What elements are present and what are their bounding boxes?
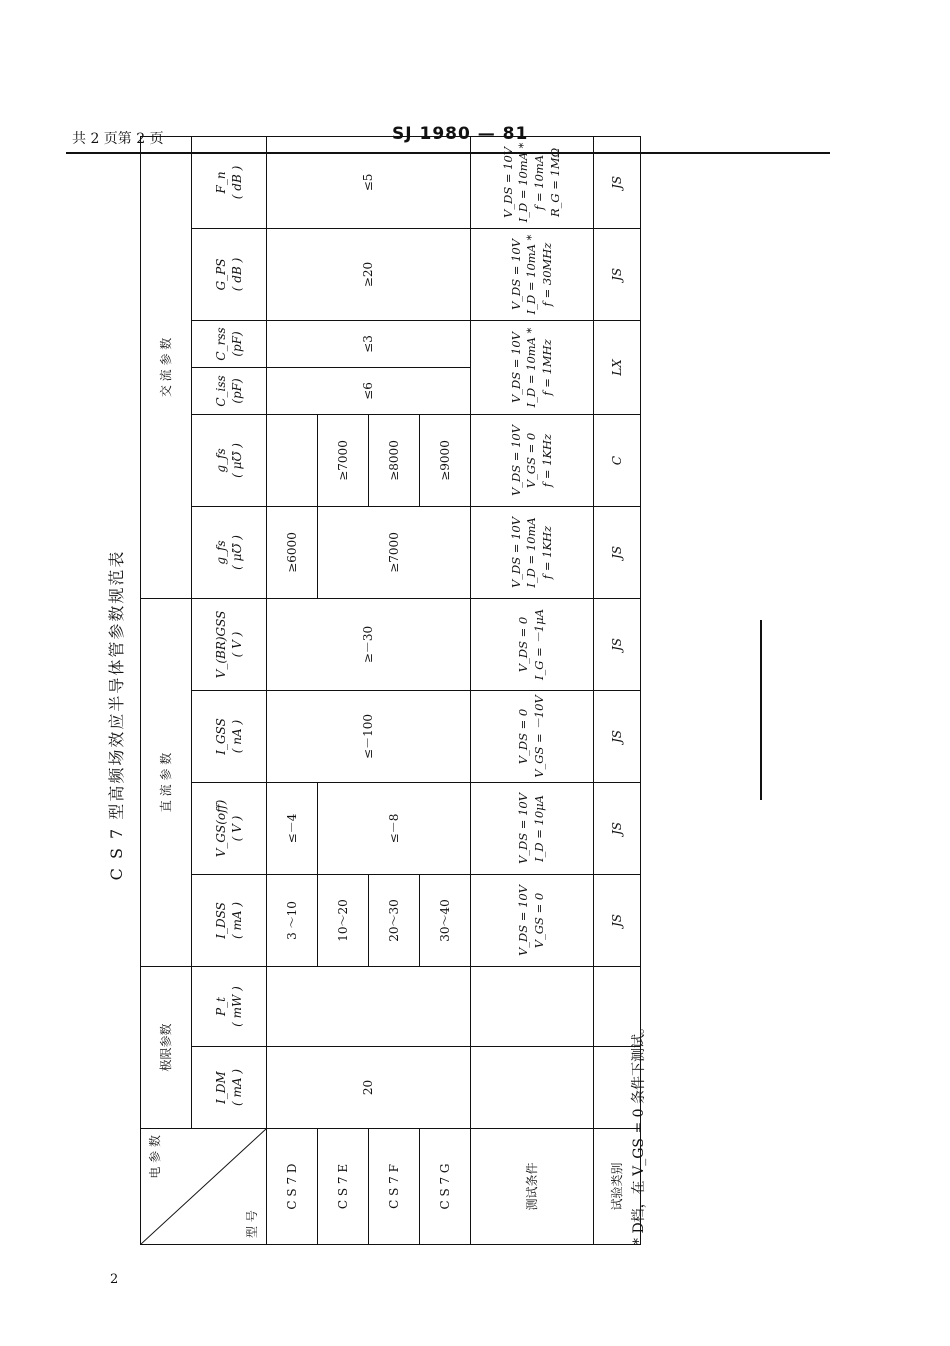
col-gfs-1: g_fs ( μ℧ ) xyxy=(192,506,267,598)
gfs2-value-e: ≥7000 xyxy=(318,414,369,506)
cond-gfs1: V_DS = 10V I_D = 10mA f = 1KHz xyxy=(471,506,594,598)
cond-vgsoff: V_DS = 10V I_D = 10μA xyxy=(471,782,594,874)
col-vbrgss: V_(BR)GSS ( V ) xyxy=(192,598,267,690)
group-dc-params: 直 流 参 数 xyxy=(141,598,192,966)
gfs2-value-d xyxy=(267,414,318,506)
cat-gps: JS xyxy=(594,228,641,320)
col-igss: I_GSS ( nA ) xyxy=(192,690,267,782)
cat-fn: JS xyxy=(594,136,641,228)
idss-value: 30～40 xyxy=(420,874,471,966)
col-crss: C_rss (pF) xyxy=(192,320,267,367)
idss-value: 10～20 xyxy=(318,874,369,966)
col-idm: I_DM ( mA ) xyxy=(192,1047,267,1129)
page-number: 2 xyxy=(110,1272,119,1287)
crss-value: ≤3 xyxy=(267,320,471,367)
gfs1-value-efg: ≥7000 xyxy=(318,506,471,598)
gfs2-value-g: ≥9000 xyxy=(420,414,471,506)
cond-vbrgss: V_DS = 0 I_G = －1μA xyxy=(471,598,594,690)
igss-value: ≤－100 xyxy=(267,690,471,782)
model-cell: C S 7 F xyxy=(369,1129,420,1245)
corner-cell xyxy=(141,1129,267,1245)
cond-capacitance: V_DS = 10V I_D = 10mA * f = 1MHz xyxy=(471,320,594,414)
cat-vgsoff: JS xyxy=(594,782,641,874)
table-row xyxy=(267,136,318,1244)
conditions-row xyxy=(471,136,594,1244)
cond-idss: V_DS = 10V V_GS = 0 xyxy=(471,874,594,966)
cond-gps: V_DS = 10V I_D = 10mA * f = 30MHz xyxy=(471,228,594,320)
vgsoff-value-d: ≤－4 xyxy=(267,782,318,874)
col-gfs-2: g_fs ( μ℧ ) xyxy=(192,414,267,506)
cat-idss: JS xyxy=(594,874,641,966)
col-pt: P_t ( mW ) xyxy=(192,966,267,1046)
document-code: SJ 1980 — 81 xyxy=(392,124,529,144)
model-cell: C S 7 E xyxy=(318,1129,369,1245)
group-limit-params: 极限参数 xyxy=(141,966,192,1128)
cat-capacitance: LX xyxy=(594,320,641,414)
corner-params-label: 电 参 数 xyxy=(148,1135,162,1179)
cond-fn: V_DS = 10V I_D = 10mA * f = 10mA R_G = 1MΩ xyxy=(471,136,594,228)
cond-pt xyxy=(471,966,594,1046)
cond-gfs2: V_DS = 10V V_GS = 0 f = 1KHz xyxy=(471,414,594,506)
cat-gfs2: C xyxy=(594,414,641,506)
ciss-value: ≤6 xyxy=(267,367,471,414)
col-idss: I_DSS ( mA ) xyxy=(192,874,267,966)
idss-value: 20～30 xyxy=(369,874,420,966)
footnote: * D档，在 V_GS = 0 条件下测试。 xyxy=(631,1020,647,1245)
cat-igss: JS xyxy=(594,690,641,782)
idm-value: 20 xyxy=(267,1047,471,1129)
gps-value: ≥20 xyxy=(267,228,471,320)
col-ciss: C_iss (pF) xyxy=(192,367,267,414)
spec-table xyxy=(140,136,641,1245)
cat-gfs1: JS xyxy=(594,506,641,598)
gfs2-value-f: ≥8000 xyxy=(369,414,420,506)
fn-value: ≤5 xyxy=(267,136,471,228)
cat-vbrgss: JS xyxy=(594,598,641,690)
pt-value xyxy=(267,966,471,1046)
rotated-table-block xyxy=(107,142,647,1245)
table-title: C S 7 型高频场效应半导体管参数规范表 xyxy=(107,549,126,881)
model-cell: C S 7 G xyxy=(420,1129,471,1245)
corner-model-label: 型 号 xyxy=(244,1210,259,1238)
group-ac-params: 交 流 参 数 xyxy=(141,136,192,598)
cond-igss: V_DS = 0 V_GS = －10V xyxy=(471,690,594,782)
col-gps: G_PS ( dB ) xyxy=(192,228,267,320)
vgsoff-value-efg: ≤－8 xyxy=(318,782,471,874)
col-vgsoff: V_GS(off) ( V ) xyxy=(192,782,267,874)
idss-value: 3 ～10 xyxy=(267,874,318,966)
page-header-left: 共 2 页第 2 页 xyxy=(72,131,164,147)
vbrgss-value: ≥－30 xyxy=(267,598,471,690)
conditions-label: 测试条件 xyxy=(471,1129,594,1245)
model-cell: C S 7 D xyxy=(267,1129,318,1245)
col-fn: F_n ( dB ) xyxy=(192,136,267,228)
cond-idm xyxy=(471,1047,594,1129)
gfs1-value-d: ≥6000 xyxy=(267,506,318,598)
margin-bar xyxy=(760,620,762,800)
category-label: 试验类别 xyxy=(594,1129,641,1245)
